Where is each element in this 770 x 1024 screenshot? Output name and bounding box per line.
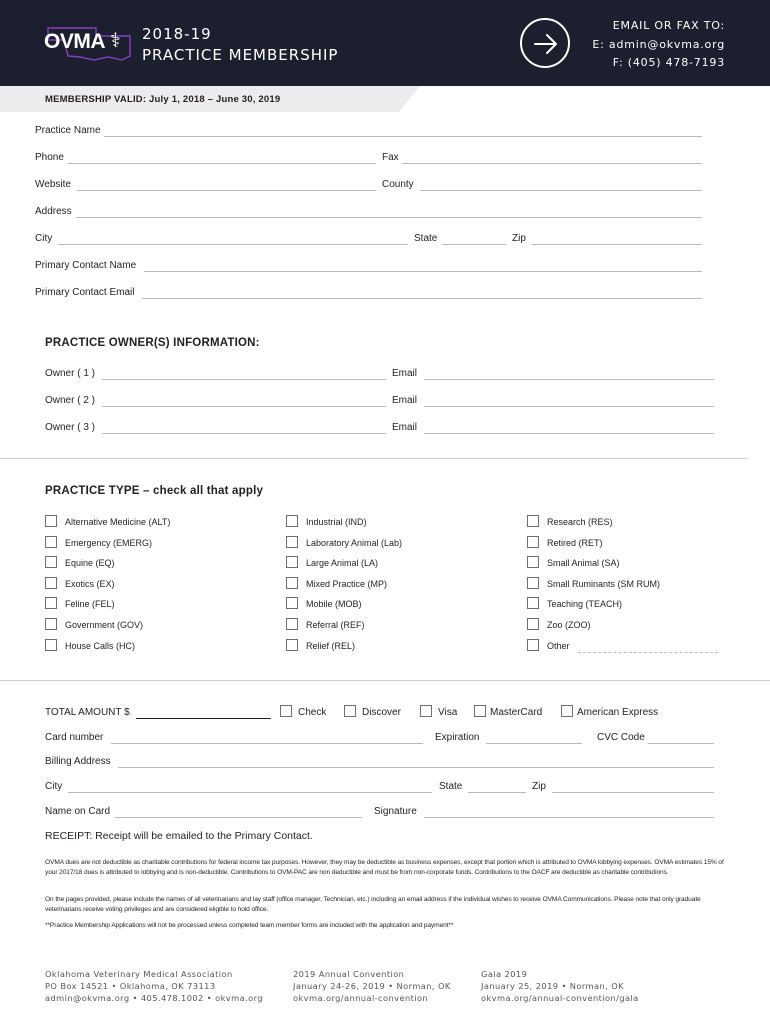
- visa-checkbox[interactable]: [420, 705, 432, 717]
- footer-convention: [293, 968, 451, 1004]
- footer-convention-date: January 24-26, 2019 • Norman, OK: [293, 981, 451, 991]
- address-field[interactable]: [76, 217, 702, 218]
- city-field[interactable]: [58, 244, 408, 245]
- footer-convention-name: 2019 Annual Convention: [293, 969, 405, 979]
- membership-validity: MEMBERSHIP VALID: July 1, 2018 – June 30, 2019: [45, 94, 281, 105]
- footer-convention-link[interactable]: okvma.org/annual-convention: [293, 993, 429, 1003]
- contact-heading: EMAIL OR FAX TO:: [612, 19, 725, 32]
- practice-type-checkbox-large-animal-la[interactable]: [286, 556, 298, 568]
- contact-email[interactable]: E: admin@okvma.org: [592, 37, 725, 51]
- practice-type-checkbox-relief-rel[interactable]: [286, 639, 298, 651]
- discover-label: Discover: [362, 707, 401, 718]
- practice-type-checkbox-mobile-mob[interactable]: [286, 597, 298, 609]
- contact-fax: F: (405) 478-7193: [612, 56, 725, 69]
- owner-2-email-field[interactable]: [424, 406, 714, 407]
- county-field[interactable]: [420, 190, 702, 191]
- name-on-card-label: Name on Card: [45, 806, 111, 817]
- mastercard-checkbox[interactable]: [474, 705, 486, 717]
- practice-type-checkbox-feline-fel[interactable]: [45, 597, 57, 609]
- practice-type-label-zoo-zoo: Zoo (ZOO): [547, 620, 591, 630]
- footer-association-name: Oklahoma Veterinary Medical Association: [45, 969, 233, 979]
- primary-contact-email-label: Primary Contact Email: [35, 287, 135, 298]
- check-checkbox[interactable]: [280, 705, 292, 717]
- practice-type-checkbox-zoo-zoo[interactable]: [527, 618, 539, 630]
- practice-type-label-government-gov: Government (GOV): [65, 620, 144, 630]
- practice-type-label-large-animal-la: Large Animal (LA): [306, 558, 379, 569]
- practice-type-checkbox-exotics-ex[interactable]: [45, 577, 57, 589]
- address-label: Address: [35, 206, 72, 217]
- practice-type-checkbox-industrial-ind[interactable]: [286, 515, 298, 527]
- practice-type-label-mixed-practice-mp: Mixed Practice (MP): [306, 578, 388, 589]
- practice-type-label-retired-ret: Retired (RET): [547, 537, 603, 548]
- owner-1-label: Owner ( 1 ): [45, 368, 96, 379]
- practice-type-checkbox-small-ruminants-sm-rum[interactable]: [527, 577, 539, 589]
- billing-address-field[interactable]: [118, 767, 714, 768]
- form-title: [142, 24, 338, 66]
- submit-arrow-button[interactable]: [520, 18, 570, 68]
- practice-type-checkbox-mixed-practice-mp[interactable]: [286, 577, 298, 589]
- practice-name-field[interactable]: [104, 136, 702, 137]
- footer-association: [45, 968, 263, 1004]
- owner-2-field[interactable]: [102, 406, 386, 407]
- billing-state-label: State: [439, 781, 463, 792]
- billing-zip-field[interactable]: [552, 792, 714, 793]
- cvc-field[interactable]: [648, 743, 714, 744]
- owner-2-email-label: Email: [392, 395, 418, 406]
- footer-gala-link[interactable]: okvma.org/annual-convention/gala: [481, 993, 639, 1003]
- practice-type-checkbox-referral-ref[interactable]: [286, 618, 298, 630]
- section-divider: [0, 458, 748, 459]
- practice-type-checkbox-other[interactable]: [527, 639, 539, 651]
- owner-1-email-label: Email: [392, 368, 418, 379]
- tax-disclaimer: OVMA dues are not deductible as charitable contributions for federal income tax purposes. However, they may be deductible as business expenses, except that portion which is attributed to OVMA lobbying expenses. OVMA estimates 15% of your 2017/18 dues is attributed to lobbying and is non-deductible. Contributions to OVM-PAC are non deductible and must be from non-corporate funds. Contributions to the OACF are deductible as charitable contributions.: [45, 859, 724, 876]
- contact-info: [592, 17, 725, 73]
- team-member-note: On the pages provided, please include the names of all veterinarians and lay staff (office manager, Technician, etc.) including an email address if the individual wishes to receive OVMA Communications. Please note that only graduate veterinarians receive voting privileges and are considered eligible to hold office.: [45, 896, 701, 913]
- owner-1-field[interactable]: [102, 379, 386, 380]
- owner-2-label: Owner ( 2 ): [45, 395, 96, 406]
- mastercard-label: MasterCard: [490, 707, 543, 718]
- practice-type-checkbox-equine-eq[interactable]: [45, 556, 57, 568]
- practice-name-label: Practice Name: [35, 125, 101, 136]
- practice-type-label-equine-eq: Equine (EQ): [65, 558, 115, 569]
- visa-label: Visa: [438, 707, 458, 718]
- practice-type-label-feline-fel: Feline (FEL): [65, 599, 115, 610]
- title-name: PRACTICE MEMBERSHIP: [142, 46, 339, 64]
- practice-type-label-house-calls-hc: House Calls (HC): [65, 640, 136, 651]
- signature-label: Signature: [374, 806, 417, 817]
- owner-3-label: Owner ( 3 ): [45, 422, 96, 433]
- primary-contact-email-field[interactable]: [142, 298, 702, 299]
- state-label: State: [414, 233, 438, 244]
- owner-3-email-field[interactable]: [424, 433, 714, 434]
- footer-association-contact[interactable]: admin@okvma.org • 405.478.1002 • okvma.org: [45, 993, 263, 1003]
- practice-type-checkbox-alternative-medicine-alt[interactable]: [45, 515, 57, 527]
- practice-type-label-mobile-mob: Mobile (MOB): [306, 599, 362, 610]
- primary-contact-name-label: Primary Contact Name: [35, 260, 137, 271]
- title-year: 2018-19: [142, 25, 212, 43]
- zip-field[interactable]: [532, 244, 702, 245]
- expiration-label: Expiration: [435, 732, 480, 743]
- footer-gala-name: Gala 2019: [481, 969, 528, 979]
- fax-field[interactable]: [402, 163, 702, 164]
- practice-type-checkbox-emergency-emerg[interactable]: [45, 536, 57, 548]
- practice-type-checkbox-government-gov[interactable]: [45, 618, 57, 630]
- other-specify-field[interactable]: [578, 652, 718, 653]
- total-amount-field[interactable]: [136, 718, 271, 719]
- practice-type-label-other: Other: [547, 640, 570, 651]
- practice-type-label-laboratory-animal-lab: Laboratory Animal (Lab): [306, 537, 403, 548]
- practice-type-label-alternative-medicine-alt: Alternative Medicine (ALT): [65, 517, 171, 527]
- website-field[interactable]: [77, 190, 376, 191]
- practice-type-checkbox-small-animal-sa[interactable]: [527, 556, 539, 568]
- billing-zip-label: Zip: [532, 781, 546, 792]
- phone-field[interactable]: [68, 163, 376, 164]
- check-label: Check: [298, 707, 327, 718]
- practice-type-label-referral-ref: Referral (REF): [306, 620, 365, 630]
- name-on-card-field[interactable]: [115, 817, 362, 818]
- owner-3-field[interactable]: [102, 433, 386, 434]
- practice-type-label-exotics-ex: Exotics (EX): [65, 578, 115, 589]
- fax-label: Fax: [382, 152, 399, 163]
- practice-type-label-relief-rel: Relief (REL): [306, 640, 356, 651]
- signature-field[interactable]: [424, 817, 714, 818]
- billing-city-field[interactable]: [68, 792, 432, 793]
- caduceus-icon: ⚕: [110, 30, 121, 52]
- practice-type-label-small-animal-sa: Small Animal (SA): [547, 558, 620, 569]
- practice-type-label-research-res: Research (RES): [547, 517, 613, 527]
- county-label: County: [382, 179, 414, 190]
- processing-note: **Practice Membership Applications will not be processed unless completed team member forms are included with the application and payment**: [45, 922, 454, 929]
- practice-type-title: PRACTICE TYPE – check all that apply: [45, 485, 264, 497]
- american-express-checkbox[interactable]: [561, 705, 573, 717]
- owners-section-title: PRACTICE OWNER(S) INFORMATION:: [45, 337, 260, 349]
- state-field[interactable]: [442, 244, 506, 245]
- discover-checkbox[interactable]: [344, 705, 356, 717]
- billing-address-label: Billing Address: [45, 756, 111, 767]
- arrow-right-icon: [533, 31, 559, 57]
- practice-type-checkbox-laboratory-animal-lab[interactable]: [286, 536, 298, 548]
- zip-label: Zip: [512, 233, 526, 244]
- phone-label: Phone: [35, 152, 64, 163]
- footer-gala-date: January 25, 2019 • Norman, OK: [481, 981, 625, 991]
- primary-contact-name-field[interactable]: [144, 271, 702, 272]
- ovma-logo: [44, 26, 134, 62]
- footer-gala: [481, 968, 639, 1004]
- card-number-label: Card number: [45, 732, 104, 743]
- billing-city-label: City: [45, 781, 63, 792]
- practice-type-label-teaching-teach: Teaching (TEACH): [547, 599, 623, 610]
- practice-type-label-small-ruminants-sm-rum: Small Ruminants (SM RUM): [547, 578, 661, 589]
- total-amount-label: TOTAL AMOUNT $: [45, 707, 130, 718]
- practice-type-label-industrial-ind: Industrial (IND): [306, 517, 367, 527]
- city-label: City: [35, 233, 53, 244]
- owner-3-email-label: Email: [392, 422, 418, 433]
- card-number-field[interactable]: [111, 743, 423, 744]
- receipt-note: RECEIPT: Receipt will be emailed to the Primary Contact.: [45, 830, 313, 842]
- owner-1-email-field[interactable]: [424, 379, 714, 380]
- expiration-field[interactable]: [486, 743, 582, 744]
- website-label: Website: [35, 179, 71, 190]
- header-banner: [0, 0, 770, 86]
- practice-type-checkbox-retired-ret[interactable]: [527, 536, 539, 548]
- practice-type-checkbox-teaching-teach[interactable]: [527, 597, 539, 609]
- practice-type-checkbox-house-calls-hc[interactable]: [45, 639, 57, 651]
- footer-association-address: PO Box 14521 • Oklahoma, OK 73113: [45, 981, 216, 991]
- practice-type-checkbox-research-res[interactable]: [527, 515, 539, 527]
- practice-type-label-emergency-emerg: Emergency (EMERG): [65, 537, 153, 548]
- billing-state-field[interactable]: [468, 792, 526, 793]
- section-divider: [0, 680, 770, 681]
- cvc-label: CVC Code: [597, 732, 645, 743]
- logo-text: OVMA: [44, 30, 105, 53]
- american-express-label: American Express: [577, 707, 659, 718]
